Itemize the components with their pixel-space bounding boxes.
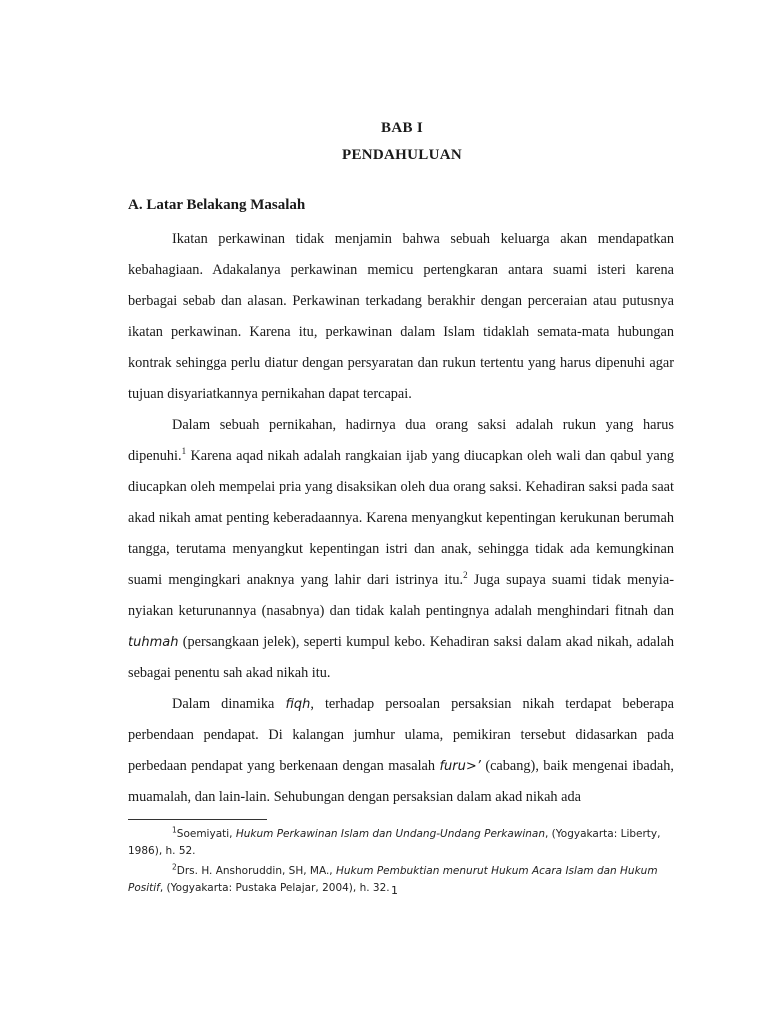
footnote-separator (128, 819, 267, 820)
footnote-ref-1[interactable]: 1 (181, 446, 187, 457)
italic-term: fiqh (285, 697, 311, 712)
paragraph-2-text: Dalam sebuah pernikahan, hadirnya dua orang saksi adalah rukun yang harus dipenuhi. (128, 417, 674, 464)
paragraph-3 (128, 689, 674, 813)
paragraph-3-text: (cabang), baik mengenai ibadah, muamalah, dan lain-lain. Sehubungan dengan persaksian dalam akad nikah ada (128, 758, 674, 805)
footnotes (128, 826, 676, 900)
footnote-author: Soemiyati, (176, 828, 236, 840)
page-number: 1 (391, 884, 398, 897)
chapter-title: PENDAHULUAN (342, 147, 462, 163)
italic-term: tuhmah (128, 635, 179, 650)
footnote-ref-2[interactable]: 2 (463, 570, 468, 581)
footnote-author: Drs. H. Anshoruddin, SH, MA., (176, 865, 336, 877)
paragraph-3-text: , terhadap persoalan persaksian nikah terdapat beberapa perbendaan pendapat. Di kalangan jumhur ulama, pemikiran tersebut didasarkan pada perbedaan pendapat yang berkenaan dengan masalah (128, 696, 674, 774)
chapter-number: BAB I (381, 120, 423, 136)
paragraph-2 (128, 410, 674, 689)
footnote-title: Hukum Perkawinan Islam dan Undang-Undang Perkawinan (235, 828, 545, 840)
body-text (128, 224, 674, 813)
italic-term: furu>’ (439, 759, 481, 774)
footnote-title: Hukum Pembuktian menurut Hukum Acara Islam dan Hukum Positif (128, 865, 658, 894)
paragraph-3-text: Dalam dinamika (172, 696, 286, 712)
footnote-2 (128, 863, 676, 897)
section-heading: A. Latar Belakang Masalah (128, 197, 306, 213)
paragraph-2-text: (persangkaan jelek), seperti kumpul kebo. Kehadiran saksi dalam akad nikah, adalah sebagai penentu sah akad nikah itu. (128, 634, 674, 681)
footnote-number: 1 (172, 825, 177, 835)
footnote-publication: , (Yogyakarta: Liberty, 1986), h. 52. (128, 828, 661, 857)
paragraph-2-text: Karena aqad nikah adalah rangkaian ijab yang diucapkan oleh wali dan qabul yang diucapkan oleh mempelai pria yang disaksikan oleh dua orang saksi. Kehadiran saksi pada saat akad nikah amat penting keberadaannya. Karena menyangkut kepentingan kerukunan berumah tangga, terutama menyangkut kepentingan istri dan anak, sehingga tidak ada kemungkinan suami mengingkari anaknya yang lahir dari istrinya itu. (128, 448, 674, 588)
footnote-publication: , (Yogyakarta: Pustaka Pelajar, 2004), h. 32. (159, 882, 390, 894)
paragraph-2-text: Juga supaya suami tidak menyia-nyiakan keturunannya (nasabnya) dan tidak kalah pentingnya adalah menghindari fitnah dan (128, 572, 674, 619)
footnote-1 (128, 826, 676, 860)
footnote-number: 2 (172, 862, 177, 872)
paragraph-1: Ikatan perkawinan tidak menjamin bahwa sebuah keluarga akan mendapatkan kebahagiaan. Adakalanya perkawinan memicu pertengkaran antara suami isteri karena berbagai sebab dan alasan. Perkawinan terkadang berakhir dengan perceraian atau putusnya ikatan perkawinan. Karena itu, perkawinan dalam Islam tidaklah semata-mata hubungan kontrak sehingga perlu diatur dengan persyaratan dan rukun tertentu yang harus dipenuhi agar tujuan disyariatkannya pernikahan dapat tercapai. (128, 231, 674, 402)
